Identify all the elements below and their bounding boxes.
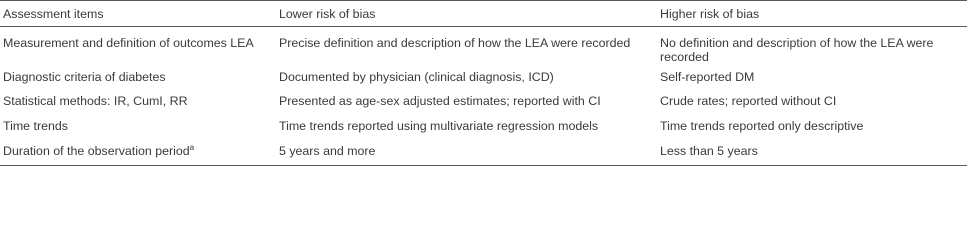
lower-risk-cell: Time trends reported using multivariate regression models [279, 119, 599, 133]
header-lower-risk: Lower risk of bias [279, 7, 376, 21]
lower-risk-cell: Precise definition and description of how the LEA were recorded [279, 36, 631, 50]
higher-risk-cell: Crude rates; reported without CI [660, 94, 837, 108]
lower-risk-cell: Presented as age-sex adjusted estimates; reported with CI [279, 94, 601, 108]
footnote-marker: a [189, 142, 195, 152]
lower-risk-cell: Documented by physician (clinical diagnosis, ICD) [279, 70, 554, 84]
header-higher-risk: Higher risk of bias [660, 7, 760, 21]
assessment-item-cell: Diagnostic criteria of diabetes [3, 70, 166, 84]
assessment-item-cell: Statistical methods: IR, CumI, RR [3, 94, 188, 108]
higher-risk-cell: No definition and description of how the LEA were recorded [660, 36, 934, 64]
assessment-item-text: Duration of the observation period [3, 144, 190, 158]
assessment-item-cell: Measurement and definition of outcomes LEA [3, 36, 254, 50]
higher-risk-cell: Less than 5 years [660, 144, 758, 158]
table-row [0, 139, 967, 165]
table-header-row [0, 1, 967, 27]
table-row [0, 114, 967, 139]
assessment-item-cell [0, 139, 276, 165]
assessment-item-cell: Time trends [3, 119, 68, 133]
table-row [0, 27, 967, 65]
higher-risk-cell: Self-reported DM [660, 70, 755, 84]
header-assessment-items: Assessment items [3, 7, 104, 21]
higher-risk-cell: Time trends reported only descriptive [660, 119, 864, 133]
lower-risk-cell: 5 years and more [279, 144, 376, 158]
table-row [0, 64, 967, 89]
table-row [0, 89, 967, 114]
